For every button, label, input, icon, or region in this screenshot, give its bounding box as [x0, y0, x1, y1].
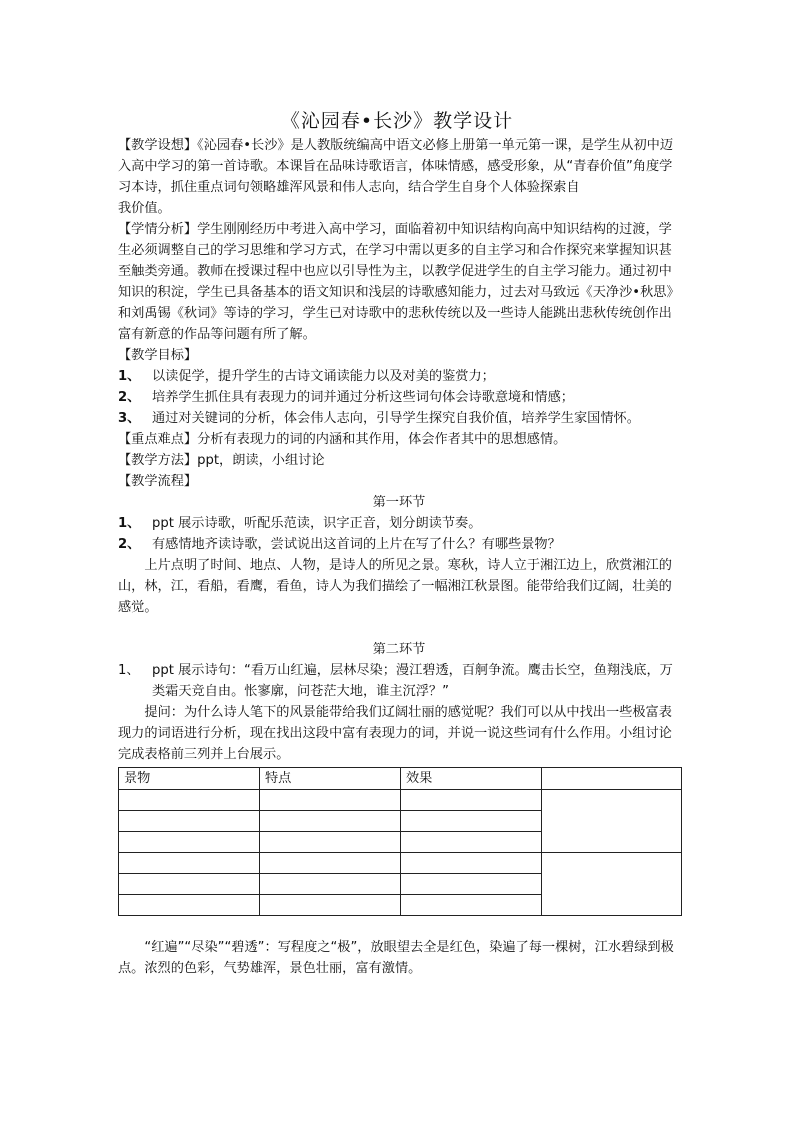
goal-item: [118, 366, 680, 387]
table-merged-cell: [542, 790, 682, 853]
section-1-paragraph: 上片点明了时间、地点、人物，是诗人的所见之景。寒秋，诗人立于湘江边上，欣赏湘江的山，林，江，看船，看鹰，看鱼，诗人为我们描绘了一幅湘江秋景图。能带给我们辽阔，壮美的感觉。: [118, 558, 672, 615]
table-row: [119, 790, 682, 811]
table-cell: [119, 895, 260, 916]
table-row: [119, 853, 682, 874]
list-number: 2、: [118, 390, 141, 405]
teaching-idea-continuation: 我价值。: [118, 201, 171, 216]
table-header-cell: [542, 768, 682, 790]
step-item: [118, 513, 680, 534]
analysis-table: [118, 767, 682, 916]
step-text: ppt 展示诗句：“看万山红遍，层林尽染；漫江碧透，百舸争流。鹰击长空，鱼翔浅底，万类霜天竞自由。怅寥廓，问苍茫大地，谁主沉浮？”: [152, 663, 673, 699]
table-cell: [119, 811, 260, 832]
goal-item: [118, 387, 680, 408]
table-header-cell: 特点: [260, 768, 401, 790]
table-cell: [119, 874, 260, 895]
table-cell: [260, 790, 401, 811]
list-number: 3、: [118, 411, 141, 426]
table-cell: [401, 790, 542, 811]
table-cell: [119, 832, 260, 853]
flow-heading: 【教学流程】: [118, 474, 198, 489]
table-cell: [401, 895, 542, 916]
document-title: 《沁园春•长沙》教学设计: [280, 110, 514, 132]
table-cell: [401, 853, 542, 874]
step-text: 有感情地齐读诗歌，尝试说出这首词的上片在写了什么？有哪些景物？: [152, 537, 561, 552]
step-item: [118, 534, 680, 555]
key-points-paragraph: 【重点难点】分析有表现力的词的内涵和其作用，体会作者其中的思想感情。: [118, 432, 567, 447]
step-text: ppt 展示诗歌，听配乐范读，识字正音，划分朗读节奏。: [152, 516, 482, 531]
table-header-row: [119, 768, 682, 790]
table-cell: [401, 874, 542, 895]
final-paragraph: “红遍”“尽染”“碧透”：写程度之“极”，放眼望去全是红色，染遍了每一棵树，江水碧绿到极点。浓烈的色彩，气势雄浑，景色壮丽，富有激情。: [118, 940, 674, 976]
goal-text: 通过对关键词的分析，体会伟人志向，引导学生探究自我价值，培养学生家国情怀。: [152, 411, 640, 426]
goals-heading: 【教学目标】: [118, 348, 198, 363]
table-cell: [260, 811, 401, 832]
table-cell: [401, 811, 542, 832]
table-cell: [260, 895, 401, 916]
table-cell: [119, 790, 260, 811]
table-cell: [260, 874, 401, 895]
table-cell: [260, 832, 401, 853]
table-cell: [401, 832, 542, 853]
table-header-cell: 景物: [119, 768, 260, 790]
goal-text: 培养学生抓住具有表现力的词并通过分析这些词句体会诗歌意境和情感；: [152, 390, 574, 405]
step-item: [118, 660, 680, 702]
methods-paragraph: 【教学方法】ppt，朗读，小组讨论: [118, 453, 325, 468]
section-2-paragraph: 提问：为什么诗人笔下的风景能带给我们辽阔壮丽的感觉呢？我们可以从中找出一些极富表现力的词语进行分析，现在找出这段中富有表现力的词，并说一说这些词有什么作用。小组讨论完成表格前三列并上台展示。: [118, 705, 672, 762]
table-header-cell: 效果: [401, 768, 542, 790]
teaching-idea-paragraph: 【教学设想】《沁园春•长沙》是人教版统编高中语文必修上册第一单元第一课，是学生从初中迈入高中学习的第一首诗歌。本课旨在品味诗歌语言，体味情感，感受形象，从“青春价值”角度学习本诗，抓住重点词句领略雄浑风景和伟人志向，结合学生自身个人体验探索自: [118, 138, 674, 195]
section-heading-2: 第二环节: [372, 642, 426, 657]
table-cell: [119, 853, 260, 874]
student-analysis-paragraph: 【学情分析】学生刚刚经历中考进入高中学习，面临着初中知识结构向高中知识结构的过渡，学生必须调整自己的学习思维和学习方式，在学习中需以更多的自主学习和合作探究来掌握知识甚至触类旁通。教师在授课过程中也应以引导性为主，以教学促进学生的自主学习能力。通过初中知识的积淀，学生已具备基本的语文知识和浅层的诗歌感知能力，过去对马致远《天净沙•秋思》和刘禹锡《秋词》等诗的学习，学生已对诗歌中的悲秋传统以及一些诗人能跳出悲秋传统创作出富有新意的作品等问题有所了解。: [118, 222, 680, 342]
list-number: 1、: [118, 369, 141, 384]
list-number: 1、: [118, 663, 140, 678]
goal-item: [118, 408, 680, 429]
list-number: 1、: [118, 516, 141, 531]
section-heading-1: 第一环节: [372, 495, 426, 510]
table-merged-cell: [542, 853, 682, 916]
document-body: [118, 135, 680, 979]
goal-text: 以读促学，提升学生的古诗文诵读能力以及对美的鉴赏力；: [152, 369, 495, 384]
list-number: 2、: [118, 537, 141, 552]
table-cell: [260, 853, 401, 874]
